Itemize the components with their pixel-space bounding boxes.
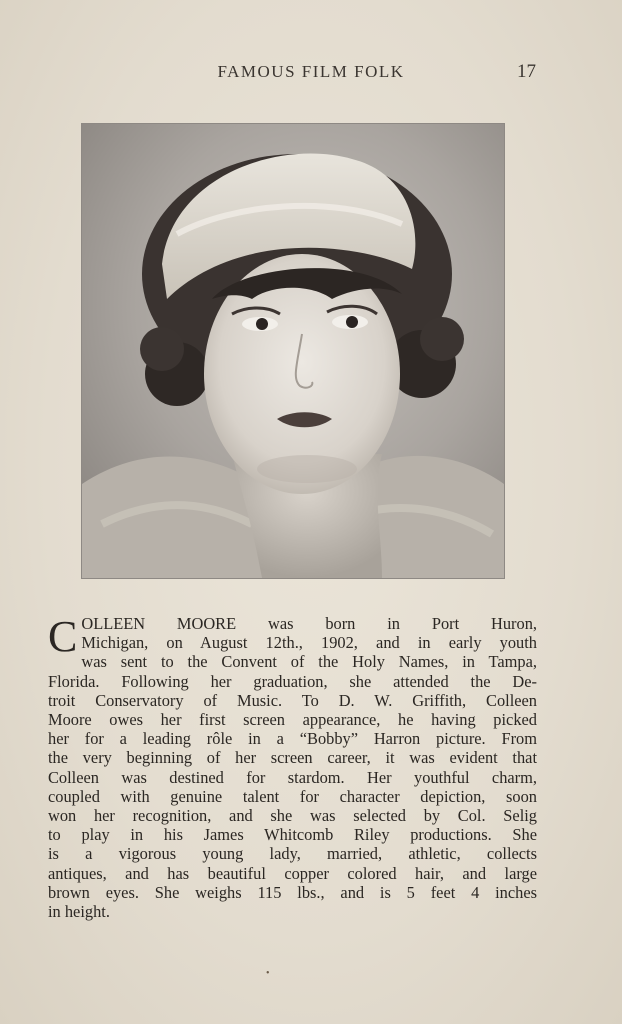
text-line: OLLEEN MOORE was born in Port Huron,: [81, 614, 537, 633]
text-line: Colleen was destined for stardom. Her youthful charm,: [48, 767, 537, 787]
portrait-illustration: [82, 124, 504, 578]
text-line: Michigan, on August 12th., 1902, and in early youth: [81, 633, 537, 653]
text-line: is a vigorous young lady, married, athletic, collects: [48, 844, 537, 864]
portrait-photo: [82, 124, 504, 578]
text-line: was sent to the Convent of the Holy Names, in Tampa,: [81, 652, 537, 672]
text-line: in height.: [48, 902, 110, 922]
text-line: Florida. Following her graduation, she attended the De-: [48, 671, 537, 691]
drop-cap: C: [48, 612, 78, 661]
text-line: coupled with genuine talent for character depiction, soon: [48, 786, 537, 806]
text-line: to play in his James Whitcomb Riley productions. She: [48, 825, 537, 845]
text-line: Moore owes her first screen appearance, he having picked: [48, 710, 537, 730]
text-line: her for a leading rôle in a “Bobby” Harron picture. From: [48, 729, 537, 749]
running-title: FAMOUS FILM FOLK: [217, 62, 405, 81]
text-line: antiques, and has beautiful copper colored hair, and large: [48, 863, 537, 883]
text-line: troit Conservatory of Music. To D. W. Griffith, Colleen: [48, 690, 537, 710]
text-line: the very beginning of her screen career, it was evident that: [48, 748, 537, 768]
biography-text: [48, 614, 537, 921]
text-line: brown eyes. She weighs 115 lbs., and is 5 feet 4 inches: [48, 882, 537, 902]
text-line: won her recognition, and she was selected by Col. Selig: [48, 806, 537, 826]
printer-mark: •: [266, 968, 270, 979]
page-number: 17: [517, 61, 536, 82]
